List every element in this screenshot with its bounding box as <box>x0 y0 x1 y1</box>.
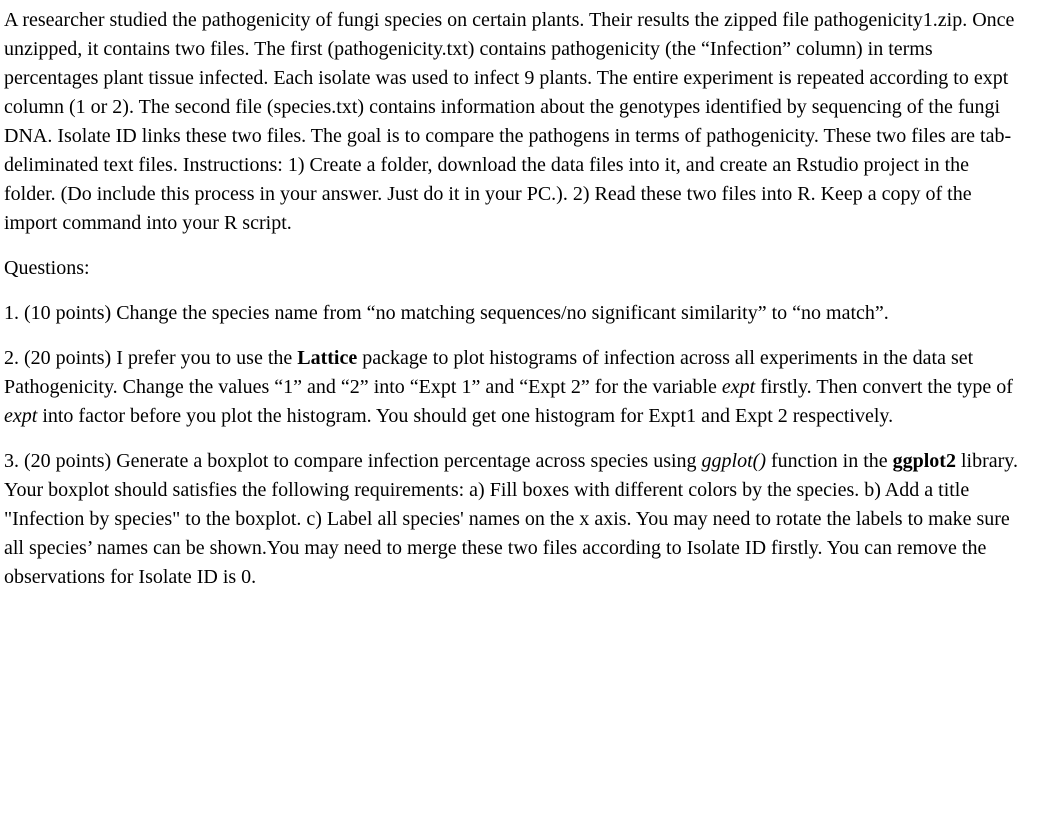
text-run-bold-lattice: Lattice <box>297 347 358 369</box>
text-run-italic-ggplot-function: ggplot() <box>701 450 766 472</box>
text-run: A researcher studied the pathogenicity of fungi species on certain plants. Their results the zipped file pathogenicity1.zip. Once unzipped, it contains two files. The first (pathogenicity.txt) contains pathogenicity (the “Infection” column) in terms percentages plant tissue infected. Each isolate was used to infect 9 plants. The entire experiment is repeated according to expt column (1 or 2). The second file (species.txt) contains information about the genotypes identified by sequencing of the fungi DNA. Isolate ID links these two files. The goal is to compare the pathogens in terms of pathogenicity. These two files are tab- deliminated text files. Instructions: 1) Create a folder, download the data files into it, and create an Rstudio project in the folder. (Do include this process in your answer. Just do it in your PC.). 2) Read these two files into R. Keep a copy of the import command into your R script. <box>4 9 1015 234</box>
text-run: 3. (20 points) Generate a boxplot to compare infection percentage across species using <box>4 450 702 472</box>
text-run-italic-expt: expt <box>721 376 756 398</box>
paragraph-question-1 <box>4 299 1023 328</box>
text-run: into factor before you plot the histogram. You should get one histogram for Expt1 and Expt 2 respectively. <box>37 405 894 427</box>
paragraph-intro <box>4 6 1023 238</box>
text-run: 2. (20 points) I prefer you to use the <box>4 347 298 369</box>
text-run: package to plot histograms of infection across all experiments in the data set Pathogenicity. Change the values “1” and “2” into “Expt 1” and “Expt 2” for the variable <box>4 347 974 398</box>
text-run: 1. (10 points) Change the species name from “no matching sequences/no significant similarity” to “no match”. <box>4 302 889 324</box>
paragraph-question-2 <box>4 344 1023 431</box>
text-run: library. Your boxplot should satisfies the following requirements: a) Fill boxes with different colors by the species. b) Add a title "Infection by species" to the boxplot. c) Label all species' names on the x axis. You may need to rotate the labels to make sure all species’ names can be shown.You may need to merge these two files according to Isolate ID firstly. You can remove the observations for Isolate ID is 0. <box>4 450 1018 588</box>
text-run: function in the <box>765 450 893 472</box>
paragraph-questions-heading <box>4 254 1023 283</box>
text-run-bold-ggplot2: ggplot2 <box>892 450 956 472</box>
paragraph-question-3 <box>4 447 1023 592</box>
text-run: firstly. Then convert the type of <box>755 376 1013 398</box>
text-run-italic-expt: expt <box>4 405 38 427</box>
text-run: Questions: <box>4 257 90 279</box>
